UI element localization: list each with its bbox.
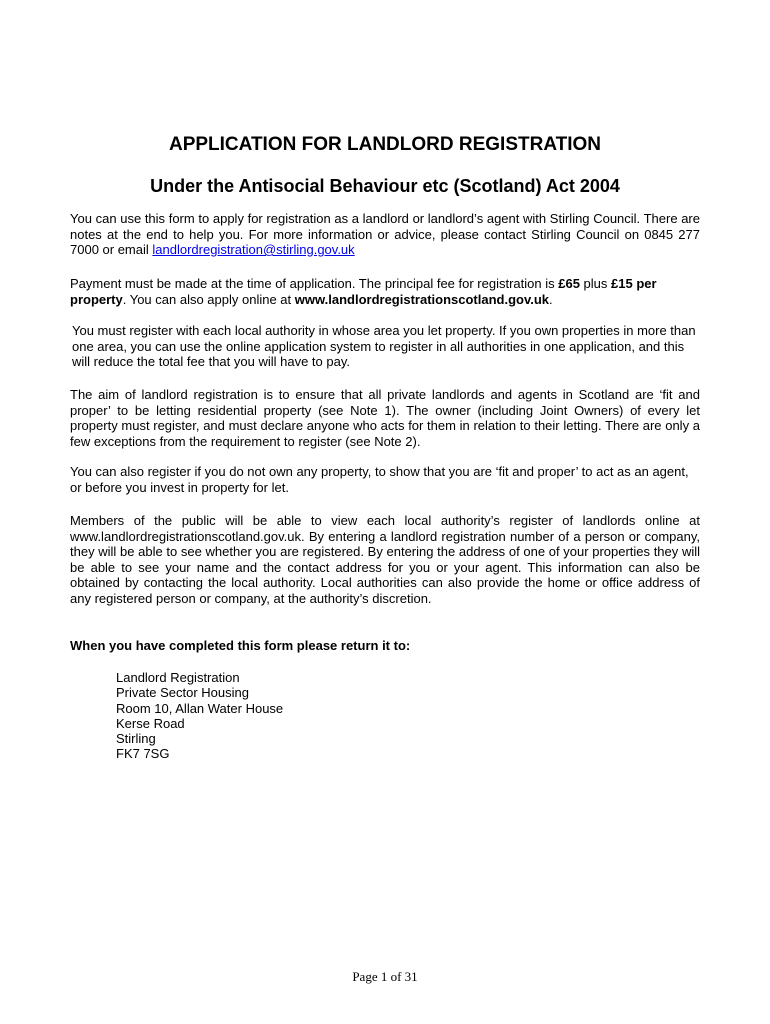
return-address: [116, 670, 283, 762]
return-heading: When you have completed this form please return it to:: [70, 638, 411, 653]
address-line: Stirling: [116, 731, 156, 747]
payment-text-4: .: [549, 291, 553, 307]
per-property-fee: £15 per property: [70, 276, 657, 307]
agent-paragraph: You can also register if you do not own any property, to show that you are ‘fit and proper’ to act as an agent, or before you invest in property for let.: [70, 464, 689, 495]
address-line: Kerse Road: [116, 715, 185, 731]
intro-paragraph: [70, 211, 700, 258]
principal-fee: £65: [558, 276, 580, 291]
address-line: FK7 7SG: [116, 746, 170, 762]
payment-text-3: . You can also apply online at: [122, 291, 295, 307]
document-title: APPLICATION FOR LANDLORD REGISTRATION: [168, 134, 602, 155]
intro-text: You can use this form to apply for registration as a landlord or landlord’s agent with Stirling Council. There are notes at the end to help you. For more information or advice, please contact Stirling Council on 0845 277 7000 or email: [70, 211, 700, 257]
payment-text-1: Payment must be made at the time of application. The principal fee for registration is: [70, 276, 559, 291]
address-line: Private Sector Housing: [116, 685, 249, 701]
address-line: Room 10, Allan Water House: [116, 700, 284, 716]
payment-paragraph: [70, 276, 700, 307]
address-line: Landlord Registration: [116, 670, 240, 685]
aim-paragraph: The aim of landlord registration is to ensure that all private landlords and agents in Scotland are ‘fit and proper’ to be letting residential property (see Note 1). The owner (including Joint Owners) of every let property must register, and must declare anyone who acts for them in relation to their letting. There are only a few exceptions from the requirement to register (see Note 2).: [70, 387, 700, 449]
register-each-authority-paragraph: You must register with each local authority in whose area you let property. If you own properties in more than one area, you can use the online application system to register in all authorities in one application, and this will reduce the total fee that you will have to pay.: [72, 323, 696, 369]
contact-email-link[interactable]: landlordregistration@stirling.gov.uk: [152, 242, 355, 257]
document-subtitle: Under the Antisocial Behaviour etc (Scotland) Act 2004: [150, 176, 620, 196]
registration-website: www.landlordregistrationscotland.gov.uk: [294, 291, 550, 307]
public-register-paragraph: Members of the public will be able to view each local authority’s register of landlords online at www.landlordregistrationscotland.gov.uk. By entering a landlord registration number of a person or company, they will be able to see whether you are registered. By entering the address of one of your properties they will be able to see your name and the contact address for you or your agent. This information can also be obtained by contacting the local authority. Local authorities can also provide the home or office address of any registered person or company, at the authority’s discretion.: [70, 513, 700, 606]
page-number: Page 1 of 31: [352, 969, 418, 984]
payment-text-2: plus: [579, 276, 612, 291]
